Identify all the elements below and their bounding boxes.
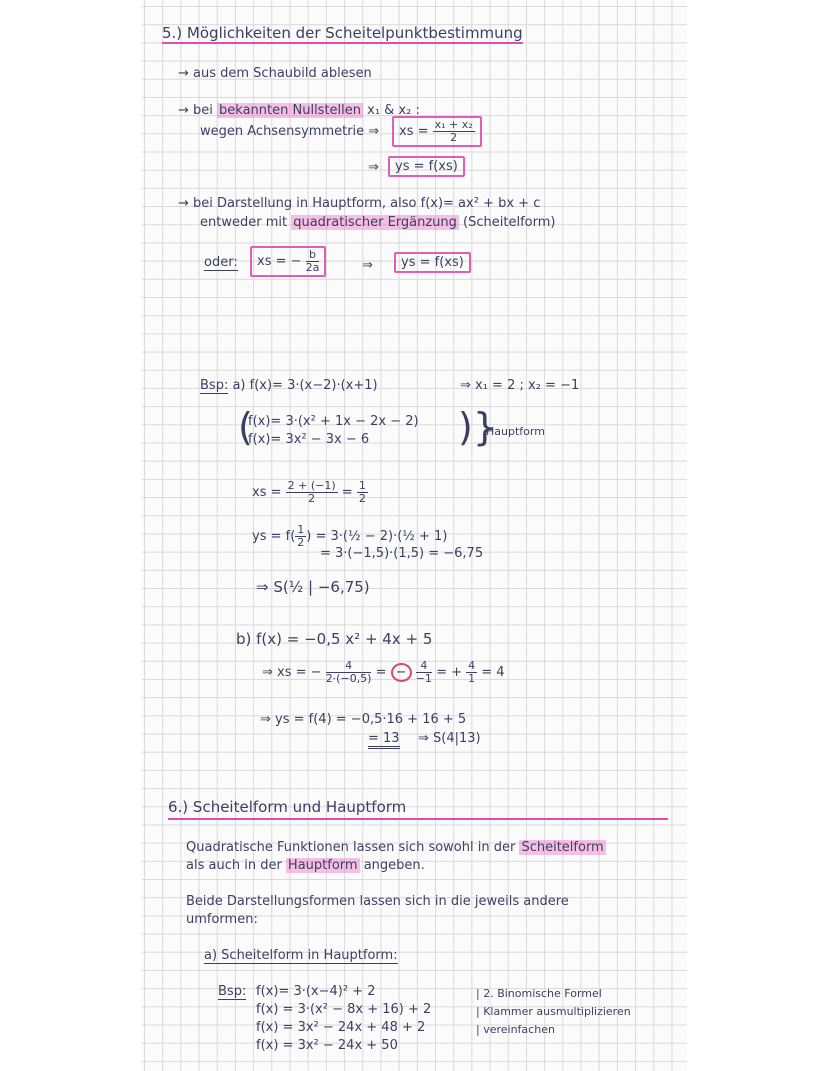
arrow-1: ⇒ (368, 160, 379, 175)
example-b-ys-result: = 13 (368, 731, 400, 749)
example-b-xs-result: = 4 (481, 665, 505, 680)
example-b-xs: ⇒ xs = − $\frac{4}{2\cdot(-0,5)}$ = − $\frac{4}{-1}$ = + $\frac{4}{1}$ = 4 (262, 659, 505, 685)
xs-b-denominator: 2a (305, 261, 320, 274)
example-label-2: Bsp: (218, 984, 247, 999)
subsection-a-title: a) Scheitelform in Hauptform: (204, 948, 398, 963)
close-brace: )} (458, 405, 498, 449)
bullet-known-zeros-suffix: x₁ & x₂ : (363, 103, 420, 118)
example-a-ys-frac-den: 2 (297, 536, 305, 549)
example-a-zeros: ⇒ x₁ = 2 ; x₂ = −1 (460, 378, 580, 393)
para1-l2-prefix: als auch in der (186, 858, 286, 873)
example-b-vertex: ⇒ S(4|13) (418, 731, 481, 746)
example-a-xs-result (357, 480, 368, 505)
example-a-xs-res-den: 2 (358, 492, 366, 505)
highlight-completing-square: quadratischer Ergänzung (293, 215, 457, 230)
para1-prefix: Quadratische Funktionen lassen sich sowohl in der (186, 840, 520, 855)
example-b-function: b) f(x) = −0,5 x² + 4x + 5 (236, 630, 433, 648)
example-b-xs-den: 2·(−0,5) (325, 672, 372, 685)
example-b-xs-cden: −1 (415, 672, 432, 685)
note-binomial: | 2. Binomische Formel (476, 987, 602, 1000)
example-a-xs (252, 480, 368, 505)
open-paren-brace: ( (238, 405, 253, 449)
example-a-xs-eq: = (341, 485, 353, 500)
example-b-xs-pre: ⇒ xs = − (262, 665, 322, 680)
completing-square-prefix: entweder mit (200, 215, 292, 230)
example-b-xs-f2den: 1 (468, 672, 476, 685)
sign-circle: − (391, 663, 412, 682)
example-b-xs-fraction-2 (416, 660, 432, 685)
xs-b-lhs: xs = − (257, 254, 302, 269)
example-b-xs-cnum: 4 (416, 660, 432, 673)
example-label: Bsp: (200, 378, 229, 393)
xs-formula-box (392, 116, 482, 147)
para1-l2-suffix: angeben. (359, 858, 425, 873)
example-a-xs-den: 2 (308, 492, 316, 505)
xs-fraction (433, 119, 475, 144)
note-multiply: | Klammer ausmultiplizieren (476, 1005, 631, 1018)
xs-b-fraction (306, 249, 320, 274)
xs-numerator: x₁ + x₂ (434, 118, 473, 131)
bullet-known-zeros-prefix: → bei (178, 103, 218, 118)
example-b-xs-fraction (326, 660, 372, 685)
example-b-xs-num: 4 (326, 660, 372, 673)
arrow-2: ⇒ (362, 258, 373, 273)
example-a-vertex: ⇒ S(½ | −6,75) (256, 578, 370, 596)
conv-eq2: f(x) = 3·(x² − 8x + 16) + 2 (256, 1002, 432, 1017)
example-b-xs-f2num: 4 (468, 659, 476, 672)
xs-b-numerator: b (306, 249, 320, 262)
highlight-hauptform: Hauptform (287, 858, 358, 873)
conv-eq1: f(x)= 3·(x−4)² + 2 (256, 984, 376, 999)
example-a-ys-fraction (295, 524, 306, 549)
symmetry-line: wegen Achsensymmetrie ⇒ (200, 124, 380, 139)
example-a-xs-fraction (286, 480, 338, 505)
example-a-line1 (200, 378, 378, 393)
completing-square-suffix: (Scheitelform) (458, 215, 556, 230)
ys-formula-box: ys = f(xs) (388, 156, 465, 177)
bullet-hauptform: → bei Darstellung in Hauptform, also f(x)= ax² + bx + c (178, 196, 541, 211)
example-a-hauptform-eq: f(x)= 3x² − 3x − 6 (248, 432, 370, 447)
example-a-ys-pre: ys = f( (252, 529, 296, 544)
conv-eq4: f(x) = 3x² − 24x + 50 (256, 1038, 398, 1053)
example-a-xs-res-num: 1 (358, 479, 366, 492)
bullet-known-zeros (178, 103, 420, 118)
xs-lhs: xs = (399, 124, 429, 139)
hauptform-label: Hauptform (486, 425, 545, 438)
note-simplify: | vereinfachen (476, 1023, 555, 1036)
section-6-para1-line2 (186, 858, 425, 873)
section-6-para2-line1: Beide Darstellungsformen lassen sich in die jeweils andere (186, 894, 569, 909)
example-a-expand: f(x)= 3·(x² + 1x − 2x − 2) (248, 414, 419, 429)
section-6-rule (168, 818, 668, 820)
example-b-ys: ⇒ ys = f(4) = −0,5·16 + 16 + 5 (260, 712, 467, 727)
example-a-xs-num: 2 + (−1) (287, 479, 336, 492)
section-6-para1-line1 (186, 840, 606, 855)
bullet-read-from-graph: → aus dem Schaubild ablesen (178, 66, 372, 81)
ys-formula-box-2: ys = f(xs) (394, 252, 471, 273)
example-a-ys-frac-num: 1 (297, 523, 305, 536)
completing-square-line (200, 215, 555, 230)
highlight-known-zeros: bekannten Nullstellen (219, 103, 362, 118)
example-a-ys-post: ) = 3·(½ − 2)·(½ + 1) (306, 529, 448, 544)
xs-b-formula-box (250, 246, 326, 277)
example-a-function: a) f(x)= 3·(x−2)·(x+1) (232, 378, 378, 393)
xs-denominator: 2 (450, 131, 458, 144)
example-a-ys-line2: = 3·(−1,5)·(1,5) = −6,75 (320, 546, 484, 561)
example-b-xs-plus: = + (436, 665, 462, 680)
highlight-scheitelform: Scheitelform (521, 840, 604, 855)
conv-eq3: f(x) = 3x² − 24x + 48 + 2 (256, 1020, 426, 1035)
section-6-title: 6.) Scheitelform und Hauptform (168, 798, 407, 816)
section-6-para2-line2: umformen: (186, 912, 258, 927)
oder-label: oder: (204, 255, 238, 270)
example-a-xs-lhs: xs = (252, 485, 282, 500)
section-5-title: 5.) Möglichkeiten der Scheitelpunktbestimmung (162, 24, 523, 42)
example-b-xs-fraction-3 (466, 660, 477, 685)
